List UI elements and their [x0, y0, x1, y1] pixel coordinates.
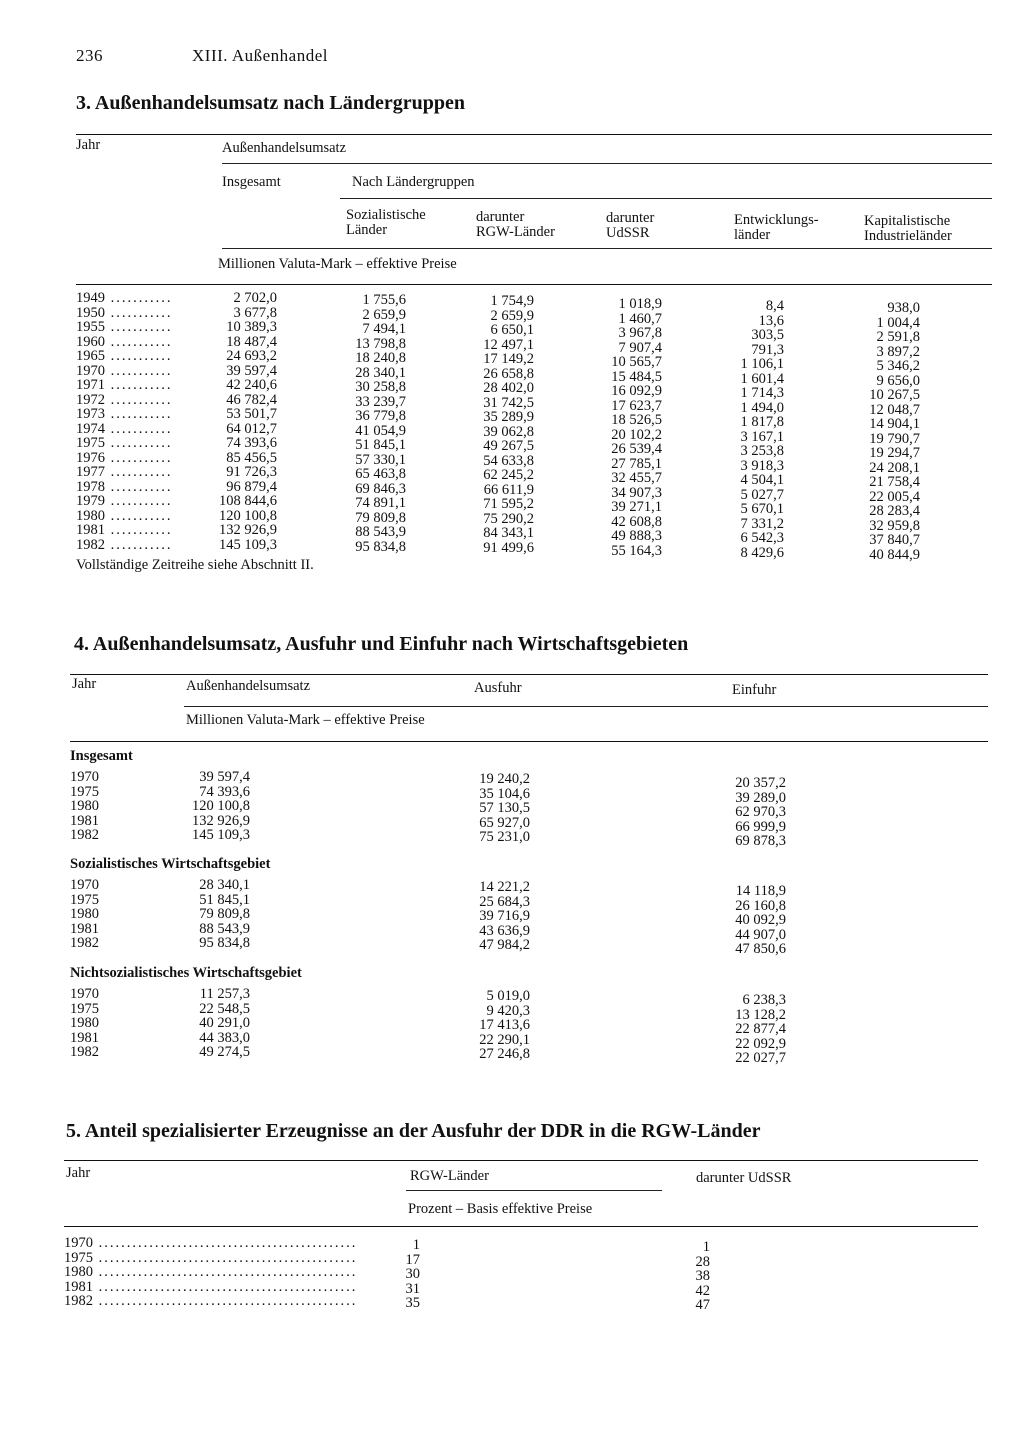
table3-cell: 42 240,6 — [226, 377, 277, 393]
table3-cell: 10 389,3 — [226, 319, 277, 335]
table3-column-insgesamt — [200, 291, 277, 552]
table3-cell: 120 100,8 — [219, 507, 277, 524]
table3-year: 1972 ........... — [76, 391, 173, 408]
table3-cell: 19 294,7 — [869, 445, 920, 461]
table3-cell: 108 844,6 — [219, 493, 277, 509]
table4-column-einfuhr — [690, 993, 786, 1066]
table4-cell: 6 238,3 — [742, 992, 786, 1008]
table3-cell: 3 967,8 — [618, 325, 662, 341]
table3-year: 1974 ........... — [76, 420, 173, 437]
table3-cell: 95 834,8 — [355, 538, 406, 555]
table3-cell: 10 267,5 — [869, 387, 920, 403]
table3-cell: 26 658,8 — [483, 365, 534, 382]
table3-rule — [340, 198, 992, 199]
table3-cell: 40 844,9 — [869, 546, 920, 563]
table3-year: 1982 ........... — [76, 536, 173, 553]
table4-cell: 9 420,3 — [486, 1002, 530, 1019]
table3-cell: 8,4 — [765, 298, 784, 314]
table3-cell: 5 027,7 — [740, 486, 784, 503]
table3-cell: 71 595,2 — [483, 496, 534, 512]
table3-header-col2: darunter RGW-Länder — [476, 209, 555, 240]
table4-header-einfuhr: Einfuhr — [732, 682, 777, 698]
table3-cell: 34 907,3 — [611, 484, 662, 501]
table3-cell: 30 258,8 — [355, 379, 406, 395]
table3-cell: 28 340,1 — [355, 364, 406, 381]
table3-cell: 2 702,0 — [233, 290, 277, 306]
table4-column-umsatz — [160, 770, 250, 843]
table5-cell: 1 — [412, 1237, 420, 1253]
table4-cell: 14 118,9 — [735, 883, 786, 899]
table4-cell: 40 092,9 — [735, 912, 786, 928]
table4-header-ausfuhr: Ausfuhr — [474, 680, 522, 696]
table4-unit: Millionen Valuta-Mark – effektive Preise — [186, 712, 425, 728]
table3-cell: 36 779,8 — [355, 408, 406, 424]
table3-cell: 35 289,9 — [483, 409, 534, 425]
table3-cell: 19 790,7 — [869, 430, 920, 447]
table5-top-rule — [64, 1160, 978, 1161]
table3-cell: 24 693,2 — [226, 348, 277, 364]
table3-column-rgw — [440, 294, 534, 555]
table3-cell: 27 785,1 — [611, 455, 662, 472]
table3-cell: 91 726,3 — [226, 464, 277, 480]
table3-year: 1955 ........... — [76, 319, 173, 335]
table3-header-insgesamt: Insgesamt — [222, 174, 281, 190]
table3-cell: 6 650,1 — [490, 322, 534, 338]
table4-column-ausfuhr — [440, 772, 530, 845]
table4-cell: 22 548,5 — [199, 1000, 250, 1017]
table3-cell: 28 283,4 — [869, 503, 920, 519]
table4-cell: 145 109,3 — [192, 827, 250, 843]
table5-header-jahr: Jahr — [66, 1165, 91, 1181]
table3-header-nach: Nach Ländergruppen — [352, 174, 475, 190]
table4-cell: 47 984,2 — [479, 937, 530, 953]
table3-cell: 3 253,8 — [740, 443, 784, 459]
table4-cell: 75 231,0 — [479, 829, 530, 845]
table4-header-umsatz: Außenhandelsumsatz — [186, 678, 311, 694]
table3-rule — [222, 248, 992, 249]
table3-year: 1978 ........... — [76, 478, 173, 495]
table5-cell: 31 — [405, 1280, 420, 1297]
table4-cell: 1970 — [70, 986, 99, 1002]
table3-cell: 32 455,7 — [611, 470, 662, 486]
table3-column-udssr — [570, 297, 662, 558]
table3-cell: 74 393,6 — [226, 435, 277, 451]
table3-cell: 85 456,5 — [226, 449, 277, 466]
table4-cell: 44 907,0 — [735, 926, 786, 943]
table3-cell: 1 714,3 — [740, 385, 784, 401]
table3-cell: 53 501,7 — [226, 406, 277, 422]
table4-cell: 20 357,2 — [735, 775, 786, 791]
table3-column-kapitalistisch — [830, 301, 920, 562]
table3-cell: 145 109,3 — [219, 536, 277, 553]
table3-cell: 3 918,3 — [740, 457, 784, 474]
table5-cell: 17 — [405, 1251, 420, 1268]
table5-year: 1980 .............................................. — [64, 1264, 358, 1280]
table3-cell: 96 879,4 — [226, 478, 277, 495]
table4-cell: 69 878,3 — [735, 833, 786, 849]
table4-cell: 19 240,2 — [479, 771, 530, 787]
table3-cell: 32 959,8 — [869, 517, 920, 534]
table3-year: 1950 ........... — [76, 304, 173, 321]
table4-header-rule — [70, 741, 988, 742]
table4-cell: 13 128,2 — [735, 1006, 786, 1023]
table3-cell: 17 623,7 — [611, 397, 662, 414]
table5-year-column — [64, 1236, 394, 1309]
table3-cell: 7 494,1 — [362, 321, 406, 337]
table3-cell: 28 402,0 — [483, 380, 534, 396]
table3-cell: 2 659,9 — [362, 306, 406, 323]
table3-footnote: Vollständige Zeitreihe siehe Abschnitt II. — [76, 557, 314, 573]
table3-cell: 64 012,7 — [226, 420, 277, 437]
table4-cell: 1975 — [70, 1000, 99, 1017]
table3-cell: 10 565,7 — [611, 354, 662, 370]
table4-cell: 25 684,3 — [479, 893, 530, 910]
table4-cell: 120 100,8 — [192, 798, 250, 814]
table4-cell: 57 130,5 — [479, 800, 530, 816]
table3-column-entwicklung — [700, 299, 784, 560]
table4-cell: 39 597,4 — [199, 769, 250, 785]
table4-cell: 1982 — [70, 1044, 99, 1060]
table3-cell: 5 670,1 — [740, 501, 784, 517]
table3-year: 1977 ........... — [76, 464, 173, 480]
table3-rule — [222, 163, 992, 164]
table4-cell: 1980 — [70, 906, 99, 922]
table3-cell: 13,6 — [758, 312, 784, 329]
table5-header-rule — [64, 1226, 978, 1227]
table3-cell: 55 164,3 — [611, 542, 662, 559]
table5-cell: 28 — [695, 1253, 710, 1270]
table3-cell: 69 846,3 — [355, 480, 406, 497]
table4-cell: 1981 — [70, 812, 99, 829]
table4-column-umsatz — [160, 987, 250, 1060]
table3-cell: 41 054,9 — [355, 422, 406, 439]
table4-cell: 1980 — [70, 1015, 99, 1031]
table4-column-einfuhr — [690, 776, 786, 849]
table4-column-years — [70, 987, 130, 1060]
table3-top-rule — [76, 134, 992, 135]
table3-cell: 39 062,8 — [483, 423, 534, 440]
table4-cell: 40 291,0 — [199, 1015, 250, 1031]
table4-cell: 47 850,6 — [735, 941, 786, 957]
table3-cell: 1 460,7 — [618, 310, 662, 327]
table3-cell: 4 504,1 — [740, 472, 784, 488]
table3-cell: 16 092,9 — [611, 383, 662, 399]
table3-header-col4: Entwicklungs- länder — [734, 212, 819, 243]
table4-section-label: Sozialistisches Wirtschaftsgebiet — [70, 856, 271, 872]
table3-cell: 49 267,5 — [483, 438, 534, 454]
table3-cell: 12 048,7 — [869, 401, 920, 418]
table3-cell: 1 018,9 — [618, 296, 662, 312]
table3-year: 1975 ........... — [76, 435, 173, 451]
table4-cell: 88 543,9 — [199, 920, 250, 937]
table4-rule — [184, 706, 988, 707]
table3-cell: 18 487,4 — [226, 333, 277, 350]
table4-cell: 39 716,9 — [479, 908, 530, 924]
table4-column-years — [70, 770, 130, 843]
table3-header-rule — [76, 284, 992, 285]
table3-cell: 31 742,5 — [483, 394, 534, 411]
table4-title: 4. Außenhandelsumsatz, Ausfuhr und Einfuhr nach Wirtschaftsgebieten — [74, 633, 689, 655]
table3-cell: 1 817,8 — [740, 414, 784, 430]
table3-year: 1971 ........... — [76, 377, 173, 393]
table3-cell: 7 907,4 — [618, 339, 662, 356]
table4-cell: 26 160,8 — [735, 897, 786, 914]
table5-year: 1981 .............................................. — [64, 1278, 358, 1295]
chapter-title: XIII. Außenhandel — [192, 46, 328, 65]
table3-year: 1973 ........... — [76, 406, 173, 422]
table3-cell: 20 102,2 — [611, 426, 662, 443]
table3-cell: 62 245,2 — [483, 467, 534, 483]
table5-cell: 42 — [695, 1282, 710, 1299]
table4-cell: 1982 — [70, 935, 99, 951]
table3-cell: 66 611,9 — [483, 481, 534, 498]
table5-header-rgw: RGW-Länder — [410, 1168, 489, 1184]
table3-cell: 3 897,2 — [876, 343, 920, 360]
table3-year: 1979 ........... — [76, 493, 173, 509]
table4-cell: 1981 — [70, 920, 99, 937]
table3-cell: 1 755,6 — [362, 292, 406, 308]
table4-column-years — [70, 878, 130, 951]
table3-cell: 22 005,4 — [869, 488, 920, 505]
table5-unit: Prozent – Basis effektive Preise — [408, 1201, 593, 1217]
table4-cell: 11 257,3 — [199, 986, 250, 1002]
table4-section-label: Nichtsozialistisches Wirtschaftsgebiet — [70, 965, 302, 981]
table3-cell: 1 494,0 — [740, 399, 784, 416]
table4-cell: 39 289,0 — [735, 789, 786, 806]
table3-cell: 5 346,2 — [876, 358, 920, 374]
table5-year: 1975 .............................................. — [64, 1249, 358, 1266]
table4-cell: 22 027,7 — [735, 1050, 786, 1066]
table3-cell: 9 656,0 — [876, 372, 920, 389]
table3-cell: 74 891,1 — [355, 495, 406, 511]
table3-cell: 88 543,9 — [355, 524, 406, 540]
table5-cell: 38 — [695, 1268, 710, 1284]
table4-cell: 74 393,6 — [199, 783, 250, 800]
table5-rule — [406, 1190, 662, 1191]
table4-cell: 17 413,6 — [479, 1017, 530, 1033]
table3-cell: 6 542,3 — [740, 530, 784, 546]
table4-cell: 1975 — [70, 891, 99, 908]
table3-cell: 37 840,7 — [869, 532, 920, 548]
table4-cell: 27 246,8 — [479, 1046, 530, 1062]
table4-cell: 51 845,1 — [199, 891, 250, 908]
table4-cell: 28 340,1 — [199, 877, 250, 893]
table3-year: 1970 ........... — [76, 362, 173, 379]
table3-cell: 1 106,1 — [740, 356, 784, 372]
table4-cell: 35 104,6 — [479, 785, 530, 802]
table3-cell: 39 597,4 — [226, 362, 277, 379]
table3-cell: 132 926,9 — [219, 522, 277, 538]
table3-cell: 14 904,1 — [869, 416, 920, 432]
table4-cell: 43 636,9 — [479, 922, 530, 939]
table3-title: 3. Außenhandelsumsatz nach Ländergruppen — [76, 92, 465, 114]
table3-year: 1981 ........... — [76, 522, 173, 538]
table4-cell: 62 970,3 — [735, 804, 786, 820]
table3-column-sozialistische — [318, 293, 406, 554]
table3-cell: 54 633,8 — [483, 452, 534, 469]
table3-year: 1980 ........... — [76, 507, 173, 524]
table3-year: 1960 ........... — [76, 333, 173, 350]
table5-column-rgw — [360, 1238, 420, 1311]
table4-cell: 79 809,8 — [199, 906, 250, 922]
table5-header-udssr: darunter UdSSR — [696, 1170, 792, 1186]
table4-column-ausfuhr — [440, 989, 530, 1062]
table3-cell: 2 591,8 — [876, 329, 920, 345]
table3-cell: 46 782,4 — [226, 391, 277, 408]
table4-column-umsatz — [160, 878, 250, 951]
table3-cell: 79 809,8 — [355, 509, 406, 526]
table3-unit: Millionen Valuta-Mark – effektive Preise — [218, 256, 457, 272]
table4-cell: 1982 — [70, 827, 99, 843]
table4-cell: 66 999,9 — [735, 818, 786, 835]
table4-cell: 44 383,0 — [199, 1029, 250, 1046]
table3-cell: 51 845,1 — [355, 437, 406, 453]
table3-header-umsatz: Außenhandelsumsatz — [222, 140, 347, 156]
table4-cell: 22 092,9 — [735, 1035, 786, 1052]
table4-column-ausfuhr — [440, 880, 530, 953]
table4-cell: 1970 — [70, 877, 99, 893]
table4-cell: 49 274,5 — [199, 1044, 250, 1060]
table3-cell: 791,3 — [751, 341, 784, 358]
table5-year: 1970 .............................................. — [64, 1235, 358, 1251]
table5-year: 1982 .............................................. — [64, 1293, 358, 1309]
table3-cell: 33 239,7 — [355, 393, 406, 410]
table3-cell: 42 608,8 — [611, 513, 662, 530]
table4-cell: 1981 — [70, 1029, 99, 1046]
table5-title: 5. Anteil spezialisierter Erzeugnisse an der Ausfuhr der DDR in die RGW-Länder — [66, 1120, 761, 1142]
table5-cell: 35 — [405, 1295, 420, 1311]
table3-cell: 39 271,1 — [611, 499, 662, 515]
table4-cell: 22 877,4 — [735, 1021, 786, 1037]
table3-header-col1: Sozialistische Länder — [346, 207, 426, 238]
table3-cell: 15 484,5 — [611, 368, 662, 385]
table3-cell: 91 499,6 — [483, 539, 534, 556]
table3-cell: 18 526,5 — [611, 412, 662, 428]
table3-year-column — [76, 291, 206, 552]
table5-cell: 47 — [695, 1297, 710, 1313]
table3-cell: 1 754,9 — [490, 293, 534, 309]
table3-cell: 938,0 — [887, 300, 920, 316]
table3-cell: 12 497,1 — [483, 336, 534, 353]
table4-cell: 5 019,0 — [486, 988, 530, 1004]
table3-cell: 3 167,1 — [740, 428, 784, 445]
table3-cell: 57 330,1 — [355, 451, 406, 468]
table3-year: 1949 ........... — [76, 290, 173, 306]
table3-header-col3: darunter UdSSR — [606, 210, 655, 241]
table4-cell: 1975 — [70, 783, 99, 800]
table3-cell: 1 601,4 — [740, 370, 784, 387]
table3-cell: 3 677,8 — [233, 304, 277, 321]
table3-header-col5: Kapitalistische Industrieländer — [864, 213, 952, 244]
table3-cell: 7 331,2 — [740, 515, 784, 532]
table4-cell: 1970 — [70, 769, 99, 785]
table5-cell: 1 — [702, 1239, 710, 1255]
table5-cell: 30 — [405, 1266, 420, 1282]
table3-year: 1965 ........... — [76, 348, 173, 364]
table3-cell: 75 290,2 — [483, 510, 534, 527]
table4-cell: 132 926,9 — [192, 812, 250, 829]
table3-cell: 24 208,1 — [869, 459, 920, 476]
table4-section-label: Insgesamt — [70, 748, 133, 764]
table3-cell: 2 659,9 — [490, 307, 534, 324]
page-number: 236 — [76, 46, 103, 65]
table3-cell: 303,5 — [751, 327, 784, 343]
table3-cell: 26 539,4 — [611, 441, 662, 457]
table3-cell: 18 240,8 — [355, 350, 406, 366]
table4-cell: 1980 — [70, 798, 99, 814]
table3-cell: 8 429,6 — [740, 544, 784, 561]
table3-header-jahr: Jahr — [76, 137, 101, 153]
table3-cell: 49 888,3 — [611, 528, 662, 544]
table4-header-jahr: Jahr — [72, 676, 97, 692]
table4-top-rule — [70, 674, 988, 675]
table3-cell: 17 149,2 — [483, 351, 534, 367]
table5-column-udssr — [650, 1240, 710, 1313]
table4-cell: 65 927,0 — [479, 814, 530, 831]
table3-year: 1976 ........... — [76, 449, 173, 466]
table3-cell: 21 758,4 — [869, 474, 920, 490]
table3-cell: 1 004,4 — [876, 314, 920, 331]
table4-cell: 22 290,1 — [479, 1031, 530, 1048]
table3-cell: 13 798,8 — [355, 335, 406, 352]
table4-column-einfuhr — [690, 884, 786, 957]
table3-cell: 65 463,8 — [355, 466, 406, 482]
table3-cell: 84 343,1 — [483, 525, 534, 541]
table4-cell: 95 834,8 — [199, 935, 250, 951]
table4-cell: 14 221,2 — [479, 879, 530, 895]
